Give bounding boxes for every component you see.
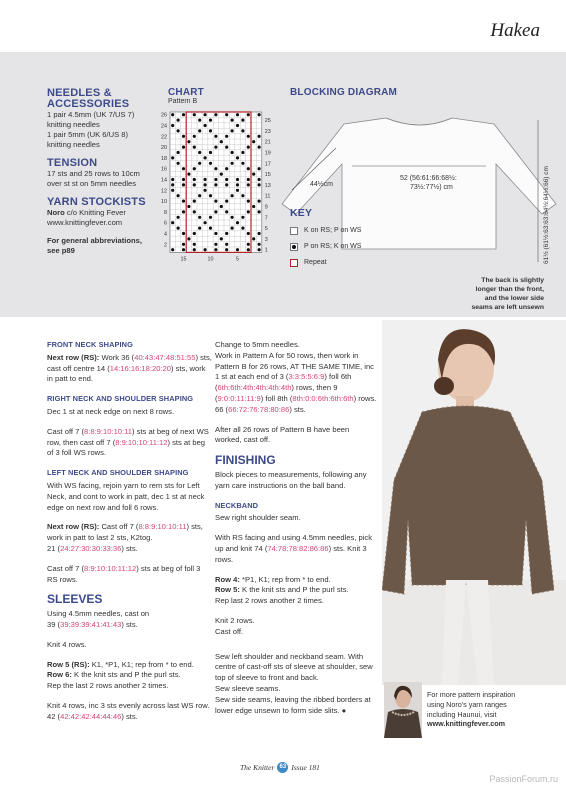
paragraph: Row 4: *P1, K1; rep from * to end. Row 5: K the knit sts and P the purl sts. Rep last 2 rows another 2 times.	[215, 574, 349, 606]
purl-dot	[182, 248, 185, 251]
model-photo	[382, 320, 566, 685]
purl-dot	[214, 243, 217, 246]
row-label: 12	[161, 188, 167, 195]
purl-dot	[252, 205, 255, 208]
purl-dot	[193, 183, 196, 186]
purl-dot	[187, 237, 190, 240]
purl-dot	[182, 178, 185, 181]
paragraph: Work in Pattern A for 50 rows, then work in Pattern B for 26 rows, AT THE SAME TIME, inc 1 st at each end of 3 (3:3:5:5:6:9) foll 6th (6th:6th:4th:4th:4th:4th) rows, then 9 (9:0:0:11:11:9) foll 8th (8th:0:0:6th:6th:6th) rows. 66 (66:72:76:78:80:86) sts.	[215, 350, 377, 414]
purl-dot	[193, 232, 196, 235]
needles-line: knitting needles	[47, 140, 100, 149]
purl-dot	[220, 205, 223, 208]
purl-dot	[247, 243, 250, 246]
purl-dot	[171, 221, 174, 224]
section-heading: RIGHT NECK AND SHOULDER SHAPING	[47, 394, 194, 404]
purl-dot	[209, 227, 212, 230]
purl-dot	[209, 151, 212, 154]
purl-dot	[220, 140, 223, 143]
more-line: For more pattern inspiration	[427, 690, 516, 699]
purl-dot	[252, 237, 255, 240]
purl-dot	[209, 194, 212, 197]
more-line: using Noro's yarn ranges	[427, 699, 507, 709]
more-line: including Haunui, visit	[427, 709, 497, 719]
purl-dot	[258, 232, 261, 235]
purl-dot	[214, 248, 217, 251]
purl-dot	[247, 183, 250, 186]
row-label: 19	[264, 150, 271, 157]
purl-dot	[198, 119, 201, 122]
purl-dot	[241, 151, 244, 154]
paragraph: Next row (RS): Work 36 (40:43:47:48:51:55) sts, cast off centre 14 (14:16:16:18:20:20) sts, work in patt to end.	[47, 352, 212, 384]
purl-dot	[193, 248, 196, 251]
purl-dot	[231, 216, 234, 219]
purl-dot	[241, 119, 244, 122]
purl-dot	[204, 183, 207, 186]
row-label: 4	[164, 231, 167, 238]
section-heading: SLEEVES	[47, 592, 103, 607]
purl-dot	[236, 113, 239, 116]
width-label-1: 52 (56:61:66:68½:	[400, 175, 457, 182]
purl-dot	[225, 248, 228, 251]
purl-dot	[214, 146, 217, 149]
purl-dot	[177, 129, 180, 132]
purl-dot	[258, 146, 261, 149]
row-label: 23	[264, 128, 271, 135]
inset-photo	[384, 682, 422, 738]
row-label: 10	[161, 199, 167, 206]
purl-dot	[214, 232, 217, 235]
paragraph: Block pieces to measurements, following any yarn care instructions on the ball band.	[215, 469, 367, 490]
needles-line: knitting needles	[47, 120, 100, 129]
row-label: 8	[164, 209, 167, 216]
row-label: 5	[264, 226, 268, 233]
purl-dot	[225, 183, 228, 186]
paragraph: With WS facing, rejoin yarn to rem sts for Left Neck, and cont to work in patt, dec 1 st at neck edge on next row and foll 6 rows.	[47, 480, 205, 512]
section-heading: LEFT NECK AND SHOULDER SHAPING	[47, 468, 189, 478]
purl-dot	[182, 113, 185, 116]
purl-dot	[236, 183, 239, 186]
tension-heading: TENSION	[47, 157, 98, 169]
row-label: 16	[161, 166, 167, 173]
purl-dot	[198, 194, 201, 197]
tension-line: over st st on 5mm needles	[47, 179, 137, 188]
purl-dot	[204, 113, 207, 116]
col-label: 5	[236, 256, 239, 263]
purl-dot	[225, 232, 228, 235]
purl-dot	[182, 232, 185, 235]
back-note-line: The back is slightly	[481, 277, 544, 284]
chart-grid	[170, 112, 262, 252]
row-label: 18	[161, 155, 167, 162]
pattern-chart	[152, 110, 282, 275]
key-item-repeat	[290, 256, 361, 269]
yarn-heading: YARN STOCKISTS	[47, 196, 146, 208]
purl-dot	[204, 221, 207, 224]
knit-square-icon	[290, 227, 298, 235]
purl-dot	[252, 173, 255, 176]
paragraph: After all 26 rows of Pattern B have been worked, cast off.	[215, 424, 350, 445]
chart-heading: CHART	[168, 87, 204, 98]
purl-dot	[236, 178, 239, 181]
purl-dot	[209, 162, 212, 165]
row-label: 6	[164, 220, 167, 227]
purl-dot	[198, 129, 201, 132]
purl-dot	[236, 221, 239, 224]
key-label: P on RS; K on WS	[304, 243, 362, 250]
paragraph: Sew left shoulder and neckband seam. With centre of cast-off sts of sleeve at shoulder, sew top of sleeve to front and back.	[215, 651, 373, 683]
purl-dot	[214, 135, 217, 138]
purl-dot	[209, 216, 212, 219]
paragraph: Cast off 7 (8:8:9:10:10:11) sts at beg of next WS row, then cast off 7 (8:9:10:10:11:12) sts at beg of 3 foll WS rows.	[47, 426, 209, 458]
page-title: Hakea	[490, 20, 540, 41]
purl-dot	[182, 167, 185, 170]
paragraph: Knit 4 rows.	[47, 639, 87, 649]
purl-dot	[177, 151, 180, 154]
purl-dot	[204, 178, 207, 181]
purl-dot	[171, 248, 174, 251]
purl-dot	[198, 227, 201, 230]
row-label: 2	[164, 242, 167, 249]
end-mark-icon: ●	[341, 705, 347, 715]
purl-dot	[187, 140, 190, 143]
purl-dot	[177, 194, 180, 197]
section-heading: FINISHING	[215, 453, 276, 468]
row-label: 21	[264, 139, 271, 146]
row-label: 26	[161, 112, 167, 119]
purl-dot	[193, 146, 196, 149]
row-label: 1	[264, 247, 268, 254]
purl-dot	[247, 135, 250, 138]
purl-dot	[220, 173, 223, 176]
paragraph: Knit 4 rows, inc 3 sts evenly across last WS row. 42 (42:42:42:44:44:46) sts.	[47, 700, 210, 721]
row-label: 15	[264, 172, 271, 179]
col-label: 10	[207, 256, 214, 263]
purl-dot	[225, 146, 228, 149]
purl-dot	[177, 216, 180, 219]
purl-dot	[204, 124, 207, 127]
purl-dot	[204, 248, 207, 251]
purl-dot	[171, 183, 174, 186]
yarn-url[interactable]: www.knittingfever.com	[47, 218, 123, 227]
purl-dot	[231, 162, 234, 165]
purl-dot	[171, 124, 174, 127]
col-label: 15	[180, 256, 187, 263]
purl-dot	[182, 183, 185, 186]
purl-dot	[258, 200, 261, 203]
repeat-box-icon	[290, 259, 298, 267]
issue-number: Issue 181	[291, 763, 320, 772]
purl-dot	[258, 248, 261, 251]
purl-dot	[241, 162, 244, 165]
paragraph: Change to 5mm needles.	[215, 340, 300, 349]
section-heading: NECKBAND	[215, 500, 259, 510]
row-label: 25	[264, 118, 271, 125]
key-heading: KEY	[290, 207, 313, 219]
purl-dot	[247, 146, 250, 149]
purl-dot	[204, 156, 207, 159]
row-label: 24	[161, 123, 167, 130]
yarn-stockist	[47, 208, 165, 218]
purl-dot	[231, 194, 234, 197]
paragraph: Row 5 (RS): K1, *P1, K1; rep from * to end. Row 6: K the knit sts and P the purl sts. Rep the last 2 rows another 2 times.	[47, 659, 194, 691]
paragraph: Using 4.5mm needles, cast on 39 (39:39:39:41:41:43) sts.	[47, 609, 150, 629]
purl-dot	[177, 119, 180, 122]
purl-dot	[187, 173, 190, 176]
purl-dot	[236, 156, 239, 159]
paragraph: Sew sleeve seams.	[215, 683, 281, 693]
more-inspiration	[427, 690, 557, 729]
row-label: 17	[264, 161, 271, 168]
key-label: Repeat	[304, 259, 327, 266]
chart-subheading: Pattern B	[168, 98, 198, 105]
row-label: 20	[161, 145, 167, 152]
purl-dot	[214, 200, 217, 203]
needles-line: 1 pair 4.5mm (UK 7/US 7)	[47, 110, 135, 119]
row-label: 13	[264, 182, 271, 189]
purl-dot	[236, 248, 239, 251]
needles-line: 1 pair 5mm (UK 6/US 8)	[47, 130, 129, 139]
abbrev-line: For general abbreviations,	[47, 236, 142, 245]
page-number: 63	[277, 762, 288, 773]
paragraph: Next row (RS): Cast off 7 (8:8:9:10:10:11) sts, work in patt to last 2 sts, K2tog. 21 (24:27:30:30:33:36) sts.	[47, 522, 203, 553]
row-label: 3	[264, 236, 268, 243]
purl-dot	[171, 156, 174, 159]
purl-dot	[247, 210, 250, 213]
purl-dot	[204, 189, 207, 192]
purl-dot	[214, 113, 217, 116]
purl-dot	[198, 162, 201, 165]
key-label: K on RS; P on WS	[304, 227, 362, 234]
purl-dot	[193, 167, 196, 170]
purl-dot	[241, 227, 244, 230]
purl-dot	[258, 183, 261, 186]
purl-dot	[193, 200, 196, 203]
key-item-knit	[290, 224, 361, 237]
section-heading: FRONT NECK SHAPING	[47, 340, 133, 349]
purl-dot	[182, 146, 185, 149]
page-footer	[240, 762, 320, 773]
purl-dot	[258, 167, 261, 170]
row-label: 11	[264, 193, 271, 200]
purl-dot	[225, 210, 228, 213]
row-label: 9	[264, 204, 268, 211]
key-item-purl	[290, 240, 361, 253]
purl-dot	[214, 167, 217, 170]
purl-dot	[231, 119, 234, 122]
paragraph: Cast off.	[215, 626, 244, 636]
purl-dot	[193, 135, 196, 138]
purl-dot	[171, 189, 174, 192]
purl-dot	[258, 210, 261, 213]
purl-dot	[193, 210, 196, 213]
paragraph: Cast off 7 (8:9:10:10:11:12) sts at beg of foll 3 RS rows.	[47, 563, 201, 584]
purl-dot	[258, 135, 261, 138]
instructions-column-1	[47, 340, 212, 732]
purl-dot	[247, 167, 250, 170]
purl-dot	[247, 248, 250, 251]
paragraph: Sew right shoulder seam.	[215, 513, 301, 523]
yarn-distributor: c/o Knitting Fever	[64, 208, 126, 217]
back-note-line: longer than the front,	[475, 286, 544, 293]
purl-dot	[209, 119, 212, 122]
purl-dot	[182, 210, 185, 213]
purl-dot	[231, 129, 234, 132]
back-note-line: seams are left unsewn	[471, 304, 544, 311]
back-note-line: and the lower side	[484, 295, 544, 302]
purl-dot	[225, 200, 228, 203]
purl-dot	[236, 189, 239, 192]
purl-dot	[177, 227, 180, 230]
purl-dot	[258, 243, 261, 246]
yarn-brand: Noro	[47, 208, 65, 217]
purl-dot	[252, 140, 255, 143]
purl-dot	[177, 162, 180, 165]
purl-dot	[225, 167, 228, 170]
more-url[interactable]: www.knittingfever.com	[427, 719, 506, 729]
purl-dot	[241, 129, 244, 132]
purl-dot	[214, 178, 217, 181]
purl-dot	[236, 124, 239, 127]
purl-dot	[193, 178, 196, 181]
paragraph: Sew side seams, leaving the ribbed borders at lower edge unsewn to form side slits. ●	[215, 694, 371, 715]
instructions-column-2	[215, 340, 377, 725]
length-label: 61½ (61½:63:63:64½:64½:66) cm	[543, 166, 550, 264]
blocking-heading: BLOCKING DIAGRAM	[290, 87, 398, 98]
purl-dot	[171, 113, 174, 116]
purl-dot	[231, 227, 234, 230]
purl-dot	[214, 183, 217, 186]
purl-dot	[198, 151, 201, 154]
row-label: 7	[264, 215, 268, 222]
purl-dot-icon	[290, 243, 298, 251]
chart-key	[290, 208, 361, 272]
back-note	[434, 276, 544, 312]
row-label: 14	[161, 177, 167, 184]
purl-dot	[258, 113, 261, 116]
purl-dot	[231, 151, 234, 154]
purl-dot	[214, 210, 217, 213]
purl-dot	[225, 135, 228, 138]
paragraph: Knit 2 rows.	[215, 615, 255, 625]
purl-dot	[193, 113, 196, 116]
purl-dot	[225, 178, 228, 181]
purl-dot	[198, 216, 201, 219]
width-label-2: 73½:77½) cm	[410, 184, 453, 191]
magazine-name: The Knitter	[240, 763, 275, 772]
purl-dot	[258, 178, 261, 181]
purl-dot	[182, 200, 185, 203]
abbrev-line: see p89	[47, 246, 75, 255]
purl-dot	[241, 216, 244, 219]
purl-dot	[247, 178, 250, 181]
purl-dot	[187, 205, 190, 208]
purl-dot	[225, 243, 228, 246]
row-label: 22	[161, 134, 167, 141]
tension-line: 17 sts and 25 rows to 10cm	[47, 169, 140, 178]
needles-heading-1: NEEDLES &	[47, 87, 112, 99]
paragraph: With RS facing and using 4.5mm needles, pick up and knit 74 (74:78:78:82:86:86) sts. Knit 3 rows.	[215, 533, 373, 564]
purl-dot	[193, 243, 196, 246]
purl-dot	[209, 129, 212, 132]
paragraph: Dec 1 st at neck edge on next 8 rows.	[47, 406, 175, 416]
purl-dot	[247, 200, 250, 203]
purl-dot	[247, 232, 250, 235]
purl-dot	[225, 113, 228, 116]
purl-dot	[241, 194, 244, 197]
purl-dot	[220, 237, 223, 240]
purl-dot	[247, 113, 250, 116]
purl-dot	[171, 178, 174, 181]
sleeve-label: 44½cm	[310, 181, 333, 188]
chart-header	[168, 87, 204, 105]
purl-dot	[182, 243, 185, 246]
watermark: PassionForum.ru	[489, 774, 558, 784]
purl-dot	[182, 135, 185, 138]
materials-section	[47, 88, 165, 256]
needles-heading-2: ACCESSORIES	[47, 98, 130, 110]
